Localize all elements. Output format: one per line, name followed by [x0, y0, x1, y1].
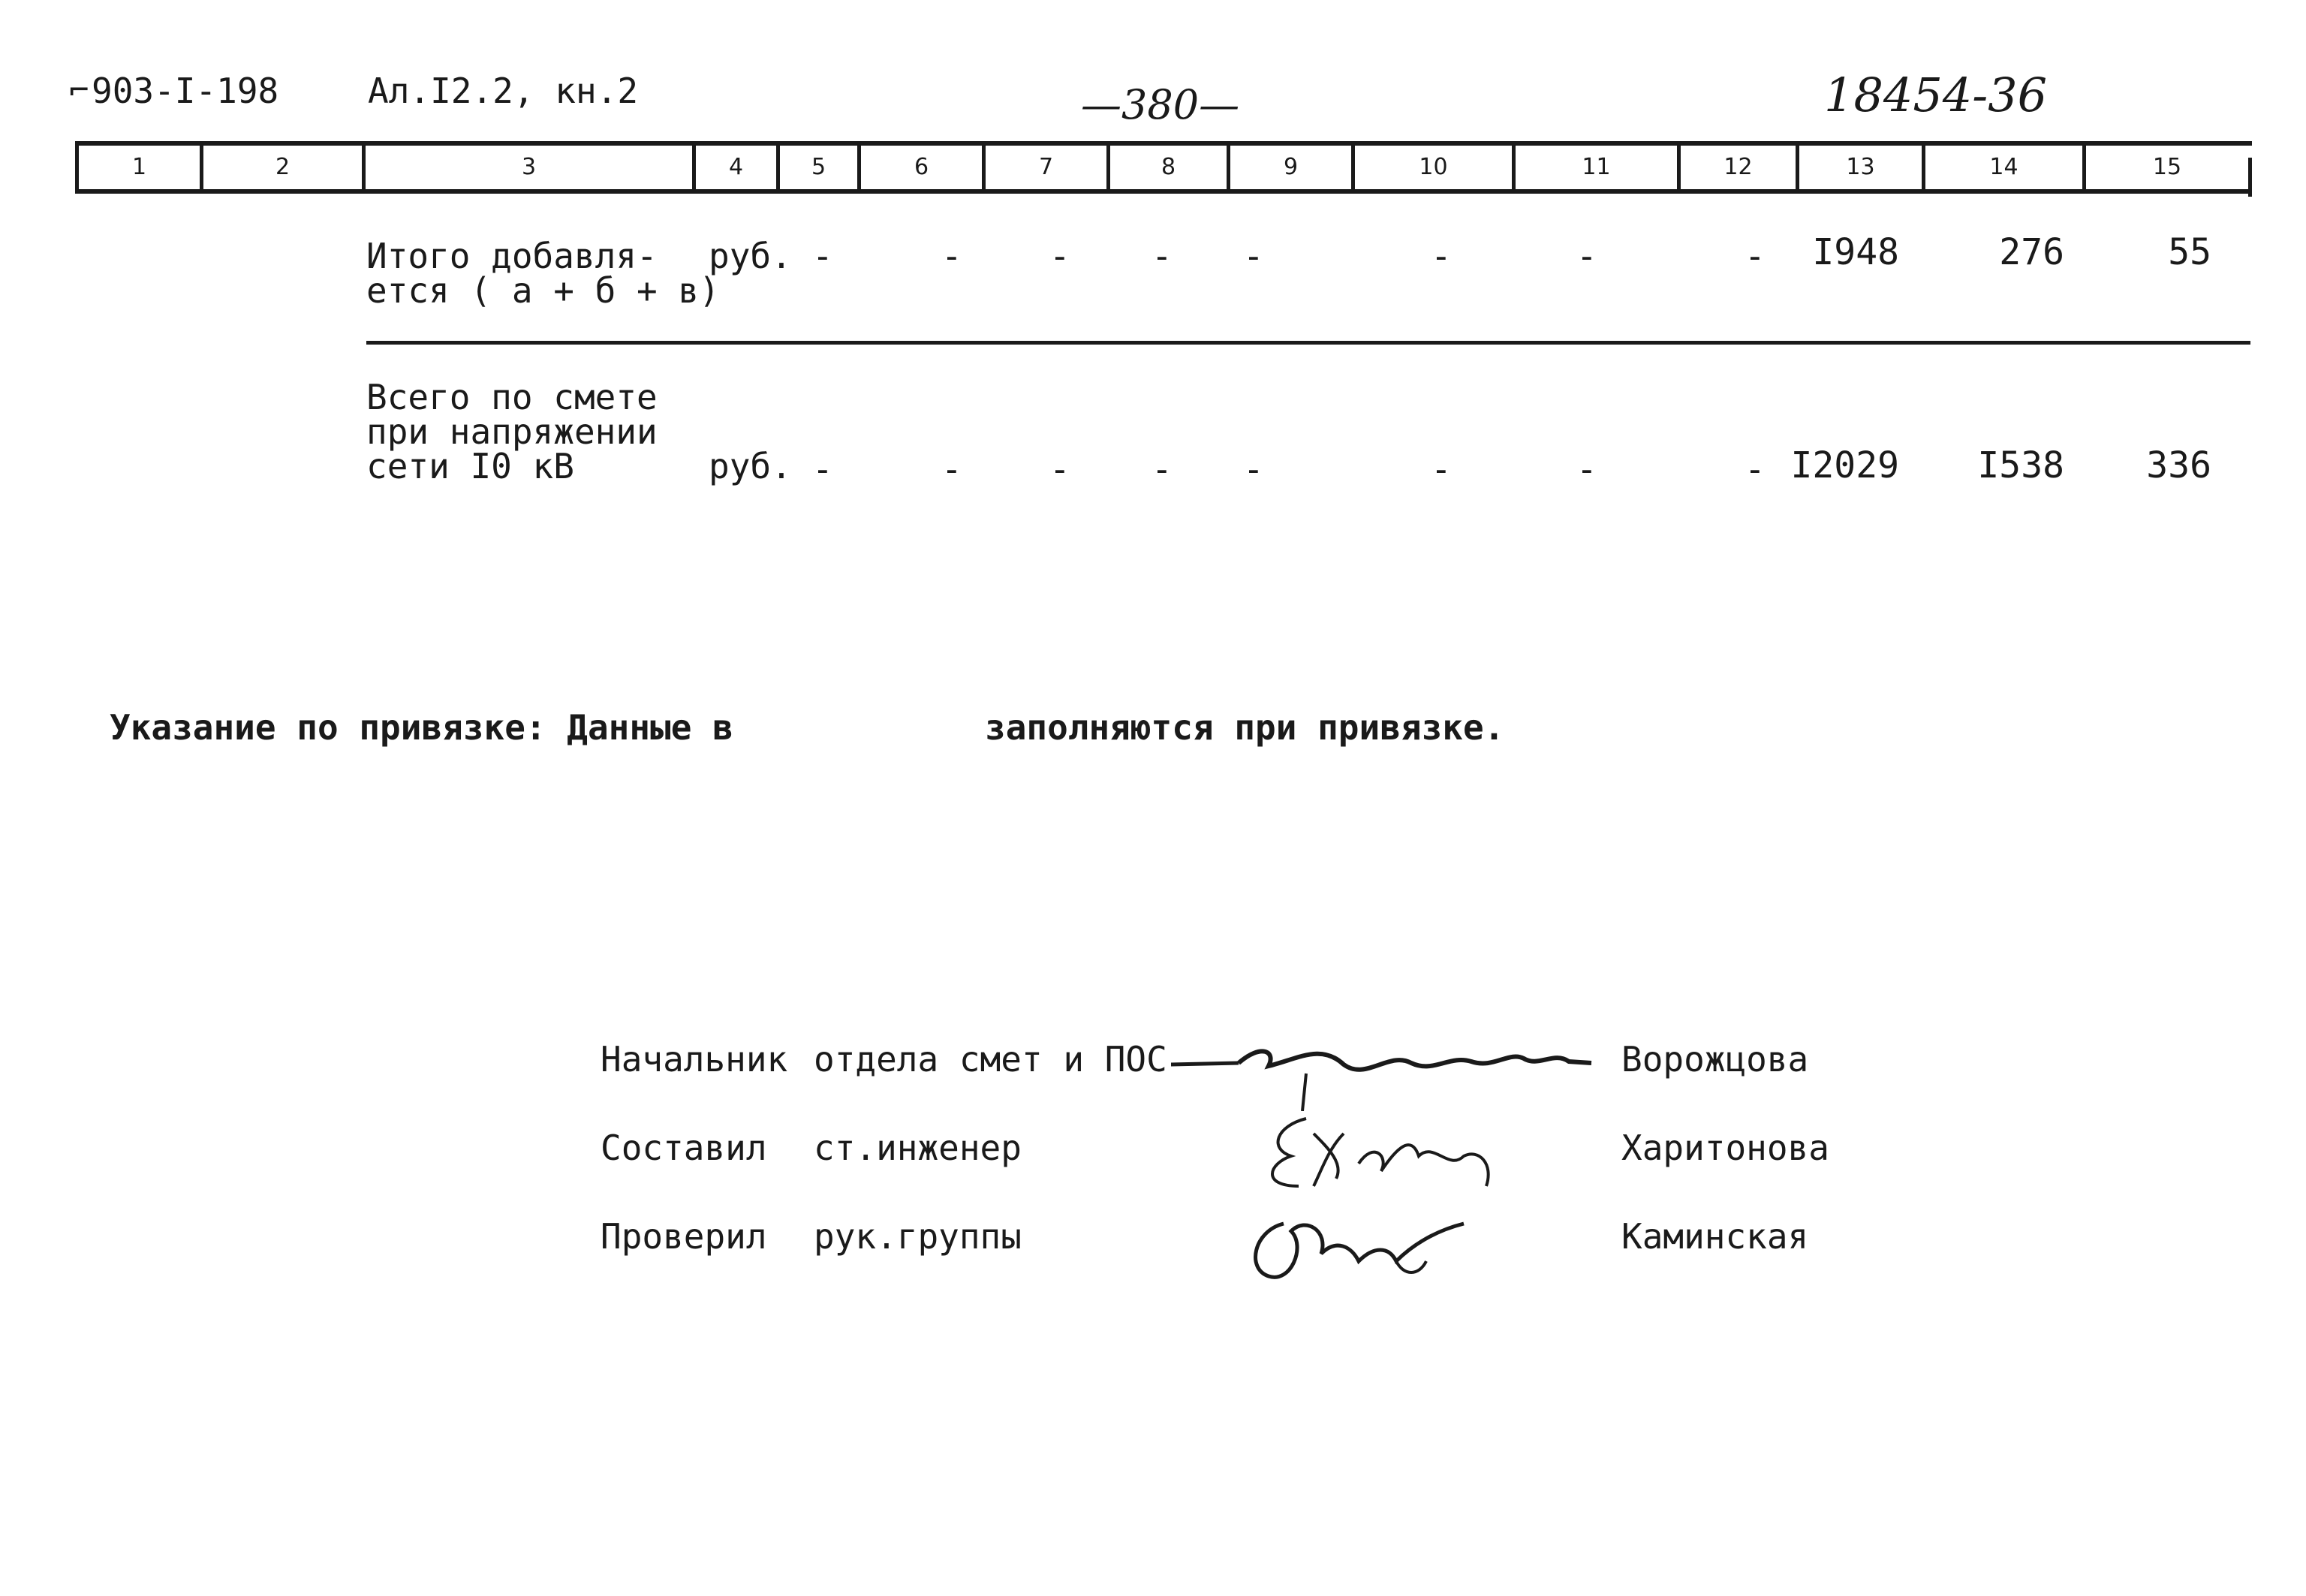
binding-note-part2: заполняются при привязке. — [985, 707, 1505, 748]
column-number: 9 — [1283, 153, 1299, 180]
empty-value-dash: - — [941, 449, 962, 489]
empty-value-dash: - — [1243, 236, 1264, 276]
empty-value-dash: - — [1745, 236, 1766, 276]
column-number: 11 — [1582, 153, 1611, 180]
row-label-line: при напряжении — [366, 411, 658, 452]
empty-value-dash: - — [1151, 449, 1173, 489]
empty-value-dash: - — [1049, 449, 1070, 489]
signature-role: Проверил — [601, 1216, 767, 1257]
row-separator — [366, 341, 2250, 345]
cell-col14: 276 — [1999, 231, 2064, 273]
corner-mark: ⌐ — [69, 71, 89, 110]
album-reference: Ал.I2.2, кн.2 — [368, 71, 639, 111]
empty-value-dash: - — [1243, 449, 1264, 489]
column-number: 2 — [275, 153, 291, 180]
signature-title: рук.группы — [814, 1216, 1022, 1257]
row-label-line: ется ( а + б + в) — [366, 270, 720, 311]
column-number: 5 — [811, 153, 826, 180]
column-number: 1 — [131, 153, 147, 180]
signature-name: Ворожцова — [1621, 1039, 1809, 1080]
handwritten-signature — [1246, 1201, 1471, 1284]
signature-name: Харитонова — [1621, 1128, 1829, 1168]
grid-bottom-line — [75, 189, 2252, 194]
column-number: 15 — [2152, 153, 2182, 180]
column-number: 10 — [1419, 153, 1448, 180]
cell-col14: I538 — [1977, 444, 2064, 486]
row-unit: руб. — [709, 236, 792, 276]
empty-value-dash: - — [1576, 236, 1597, 276]
empty-value-dash: - — [941, 236, 962, 276]
cell-col15: 55 — [2168, 231, 2211, 273]
binding-note-part1: Указание по привязке: Данные в — [110, 707, 733, 748]
column-number: 14 — [1989, 153, 2019, 180]
cell-col13: I2029 — [1790, 444, 1899, 486]
doc-code: 903-I-198 — [92, 71, 279, 111]
inventory-number: 18454-36 — [1824, 68, 2048, 122]
empty-value-dash: - — [1745, 449, 1766, 489]
row-label-line: Всего по смете — [366, 377, 658, 417]
signature-role: Составил — [601, 1128, 767, 1168]
signature-role: Начальник — [601, 1039, 788, 1080]
column-number: 3 — [521, 153, 537, 180]
page-number-left-dash: — — [1081, 81, 1121, 128]
empty-value-dash: - — [1151, 236, 1173, 276]
column-number: 6 — [914, 153, 929, 180]
empty-value-dash: - — [1431, 449, 1452, 489]
empty-value-dash: - — [1431, 236, 1452, 276]
row-unit: руб. — [709, 446, 792, 486]
column-number: 8 — [1161, 153, 1176, 180]
signature-title: ст.инженер — [814, 1128, 1022, 1168]
grid-divider — [2248, 158, 2252, 197]
page-number-right-dash: — — [1199, 81, 1240, 128]
empty-value-dash: - — [812, 236, 833, 276]
page-number-value: 380 — [1121, 81, 1200, 128]
signature-title: отдела смет и ПОС — [814, 1039, 1167, 1080]
empty-value-dash: - — [812, 449, 833, 489]
signature-name: Каминская — [1621, 1216, 1809, 1257]
cell-col15: 336 — [2146, 444, 2211, 486]
column-number: 7 — [1038, 153, 1054, 180]
handwritten-signature — [1171, 1028, 1621, 1111]
row-label-line: Итого добавля- — [366, 236, 658, 276]
empty-value-dash: - — [1049, 236, 1070, 276]
handwritten-signature — [1261, 1104, 1516, 1201]
page-number — [1081, 81, 1239, 128]
empty-value-dash: - — [1576, 449, 1597, 489]
column-number: 13 — [1846, 153, 1875, 180]
column-number: 12 — [1723, 153, 1753, 180]
cell-col13: I948 — [1812, 231, 1899, 273]
column-number: 4 — [728, 153, 744, 180]
row-label-line: сети I0 кВ — [366, 446, 574, 486]
